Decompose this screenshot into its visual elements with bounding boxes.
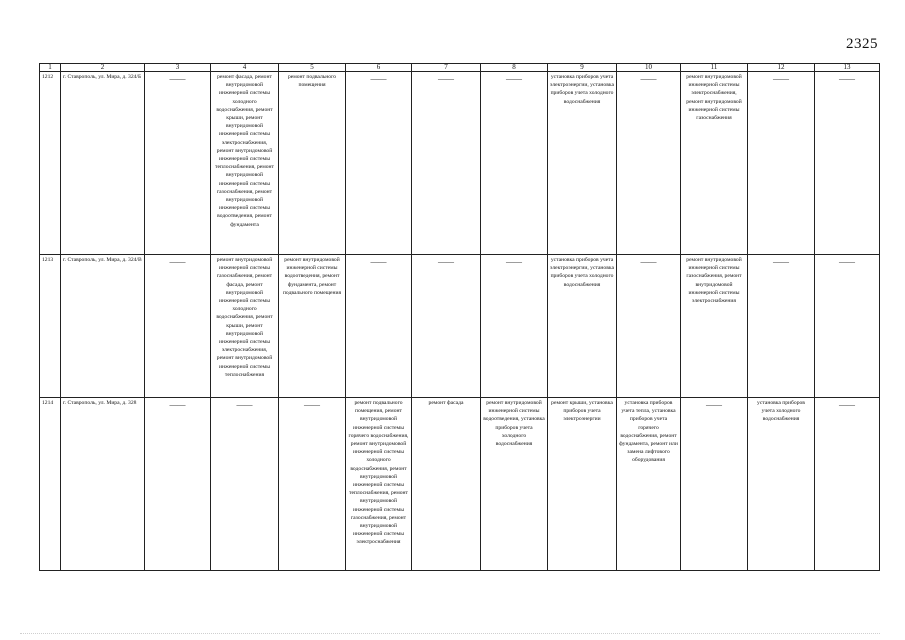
cell-col-5: ——	[279, 398, 346, 571]
cell-col-9: установка приборов учета электроэнергии, установка приборов учета холодного водоснабжения	[548, 255, 617, 398]
cell-col-3: ——	[145, 398, 211, 571]
table-row	[40, 72, 880, 255]
header-cell: 8	[481, 64, 548, 72]
header-cell: 11	[681, 64, 748, 72]
table-row	[40, 255, 880, 398]
cell-col-9: установка приборов учета электроэнергии, установка приборов учета холодного водоснабжения	[548, 72, 617, 255]
row-number: 1212	[40, 72, 61, 255]
header-cell: 9	[548, 64, 617, 72]
cell-col-10: ——	[617, 255, 681, 398]
header-cell: 13	[815, 64, 880, 72]
cell-col-12: ——	[748, 255, 815, 398]
cell-col-12: ——	[748, 72, 815, 255]
table-row	[40, 398, 880, 571]
header-cell: 2	[61, 64, 145, 72]
header-cell: 4	[211, 64, 279, 72]
address-cell: г. Ставрополь, ул. Мира, д. 328	[61, 398, 145, 571]
cell-col-13: ——	[815, 255, 880, 398]
header-cell: 10	[617, 64, 681, 72]
cell-col-3: ——	[145, 255, 211, 398]
header-cell: 6	[346, 64, 412, 72]
cell-col-12: установка приборов учета холодного водоснабжения	[748, 398, 815, 571]
header-cell: 12	[748, 64, 815, 72]
cell-col-5: ремонт внутридомовой инженерной системы водоотведения, ремонт фундамента, ремонт подвального помещения	[279, 255, 346, 398]
header-row	[40, 64, 880, 72]
page-number: 2325	[846, 36, 878, 52]
cell-col-8: ремонт внутридомовой инженерной системы водоотведения, установка приборов учета холодного водоснабжения	[481, 398, 548, 571]
cell-col-4: ремонт внутридомовой инженерной системы газоснабжения, ремонт фасада, ремонт внутридомовой инженерной системы холодного водоснабжения, ремонт крыши, ремонт внутридомовой инженерной системы электроснабжения, ремонт внутридомовой инженерной системы теплоснабжения	[211, 255, 279, 398]
cell-col-8: ——	[481, 255, 548, 398]
cell-col-11: ремонт внутридомовой инженерной системы электроснабжения, ремонт внутридомовой инженерной системы газоснабжения	[681, 72, 748, 255]
header-cell: 5	[279, 64, 346, 72]
cell-col-6: ——	[346, 255, 412, 398]
cell-col-7: ——	[412, 72, 481, 255]
cell-col-10: установка приборов учета тепла, установка приборов учета горячего водоснабжения, ремонт фундамента, ремонт или замена лифтового оборудования	[617, 398, 681, 571]
cell-col-9: ремонт крыши, установка приборов учета электроэнергии	[548, 398, 617, 571]
address-cell: г. Ставрополь, ул. Мира, д. 324/Б	[61, 72, 145, 255]
cell-col-11: ——	[681, 398, 748, 571]
cell-col-6: ремонт подвального помещения, ремонт внутридомовой инженерной системы горячего водоснабжения, ремонт внутридомовой инженерной системы холодного водоснабжения, ремонт внутридомовой инженерной системы теплоснабжения, ремонт внутридомовой инженерной системы газоснабжения, ремонт внутридомовой инженерной системы электроснабжения	[346, 398, 412, 571]
cell-col-7: ——	[412, 255, 481, 398]
cell-col-13: ——	[815, 398, 880, 571]
cell-col-4: ——	[211, 398, 279, 571]
header-cell: 1	[40, 64, 61, 72]
cell-col-6: ——	[346, 72, 412, 255]
cell-col-4: ремонт фасада, ремонт внутридомовой инженерной системы холодного водоснабжения, ремонт крыши, ремонт внутридомовой инженерной системы электроснабжения, ремонт внутридомовой инженерной системы теплоснабжения, ремонт внутридомовой инженерной системы газоснабжения, ремонт внутридомовой инженерной системы водоотведения, ремонт фундамента	[211, 72, 279, 255]
row-number: 1214	[40, 398, 61, 571]
cell-col-11: ремонт внутридомовой инженерной системы газоснабжения, ремонт внутридомовой инженерной системы электроснабжения	[681, 255, 748, 398]
scan-artifact-line	[20, 625, 880, 634]
cell-col-10: ——	[617, 72, 681, 255]
header-cell: 3	[145, 64, 211, 72]
cell-col-7: ремонт фасада	[412, 398, 481, 571]
cell-col-3: ——	[145, 72, 211, 255]
cell-col-5: ремонт подвального помещения	[279, 72, 346, 255]
address-cell: г. Ставрополь, ул. Мира, д. 324/В	[61, 255, 145, 398]
cell-col-13: ——	[815, 72, 880, 255]
cell-col-8: ——	[481, 72, 548, 255]
header-cell: 7	[412, 64, 481, 72]
registry-table	[39, 63, 880, 571]
row-number: 1213	[40, 255, 61, 398]
